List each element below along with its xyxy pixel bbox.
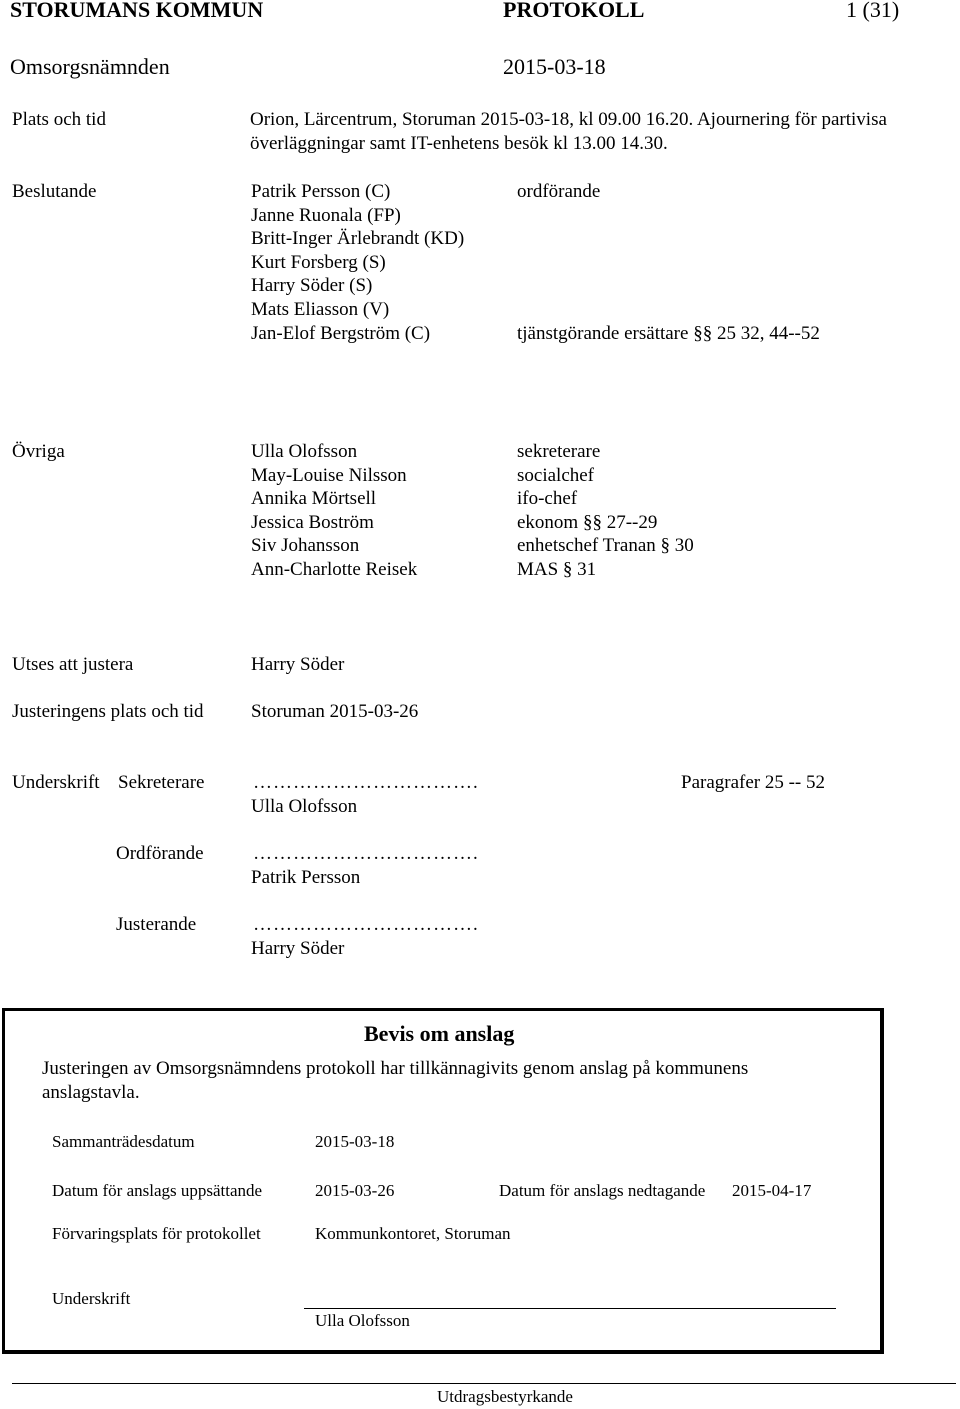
- notice-sign-label: Underskrift: [52, 1289, 131, 1308]
- other-name: May-Louise Nilsson: [251, 464, 407, 486]
- other-name: Ann-Charlotte Reisek: [251, 558, 418, 580]
- org-name: STORUMANS KOMMUN: [10, 0, 264, 22]
- other-role: enhetschef Tranan § 30: [517, 535, 694, 557]
- board-name: Omsorgsnämnden: [10, 54, 170, 79]
- notice-sign-line: [304, 1308, 836, 1309]
- signature-name-chair: Patrik Persson: [251, 867, 361, 888]
- footer-rule: [12, 1383, 956, 1384]
- footer-label: Utdragsbestyrkande: [437, 1387, 573, 1406]
- member-name: Harry Söder (S): [251, 275, 373, 297]
- place-time-label: Plats och tid: [12, 109, 106, 130]
- storage-label: Förvaringsplats för protokollet: [52, 1224, 261, 1243]
- member-name: Janne Ruonala (FP): [251, 204, 401, 226]
- signature-name-adjuster: Harry Söder: [251, 938, 345, 959]
- signature-line: …………………………….: [253, 772, 479, 793]
- page-number: 1 (31): [846, 0, 900, 22]
- signature-line: …………………………….: [253, 914, 479, 935]
- adjust-place-value: Storuman 2015-03-26: [251, 701, 419, 722]
- notice-sign-name: Ulla Olofsson: [315, 1311, 410, 1330]
- signature-role-secretary: Sekreterare: [118, 772, 205, 793]
- signature-line: …………………………….: [253, 843, 479, 864]
- place-time-line2: överläggningar samt IT-enhetens besök kl 13.00 14.30.: [250, 133, 668, 154]
- notice-title: Bevis om anslag: [364, 1021, 515, 1046]
- other-name: Annika Mörtsell: [251, 488, 377, 510]
- member-name: Britt-Inger Ärlebrandt (KD): [251, 228, 465, 250]
- others-roles: [517, 440, 694, 582]
- posted-date-value: 2015-03-26: [315, 1181, 395, 1200]
- adjust-label: Utses att justera: [12, 654, 134, 675]
- notice-text-line2: anslagstavla.: [42, 1082, 140, 1103]
- member-name: Jan-Elof Bergström (C): [251, 322, 431, 344]
- member-name: Mats Eliasson (V): [251, 298, 390, 320]
- signature-role-adjuster: Justerande: [116, 914, 197, 935]
- others-label: Övriga: [12, 441, 65, 462]
- removed-date-value: 2015-04-17: [732, 1181, 812, 1200]
- substitute-role: tjänstgörande ersättare §§ 25 32, 44--52: [517, 323, 820, 344]
- meeting-date-value: 2015-03-18: [315, 1132, 395, 1151]
- other-role: sekreterare: [517, 441, 601, 462]
- place-time-line1: Orion, Lärcentrum, Storuman 2015-03-18, kl 09.00 16.20. Ajournering för partivisa: [250, 109, 887, 130]
- other-role: ifo-chef: [517, 488, 578, 510]
- member-name: Patrik Persson (C): [251, 181, 391, 202]
- doc-type: PROTOKOLL: [503, 0, 645, 22]
- signature-name-secretary: Ulla Olofsson: [251, 796, 358, 817]
- other-name: Jessica Boström: [251, 511, 374, 533]
- meeting-date: 2015-03-18: [503, 54, 606, 79]
- removed-date-label: Datum för anslags nedtagande: [499, 1181, 706, 1200]
- meeting-date-label: Sammanträdesdatum: [52, 1132, 195, 1151]
- adjust-place-label: Justeringens plats och tid: [12, 701, 204, 722]
- deciding-members: [251, 180, 464, 345]
- signature-label: Underskrift: [12, 772, 100, 793]
- chair-role: ordförande: [517, 181, 601, 202]
- storage-value: Kommunkontoret, Storuman: [315, 1224, 511, 1243]
- other-role: ekonom §§ 27--29: [517, 511, 658, 533]
- signature-role-chair: Ordförande: [116, 843, 204, 864]
- other-role: socialchef: [517, 464, 595, 486]
- other-role: MAS § 31: [517, 558, 597, 580]
- deciding-label: Beslutande: [12, 181, 97, 202]
- posted-date-label: Datum för anslags uppsättande: [52, 1181, 263, 1200]
- adjust-value: Harry Söder: [251, 654, 345, 675]
- other-name: Siv Johansson: [251, 535, 360, 557]
- others-names: [251, 440, 417, 582]
- paragraphs-range: Paragrafer 25 -- 52: [681, 772, 826, 793]
- other-name: Ulla Olofsson: [251, 441, 358, 462]
- notice-text-line1: Justeringen av Omsorgsnämndens protokoll har tillkännagivits genom anslag på kommunens: [42, 1058, 749, 1079]
- member-name: Kurt Forsberg (S): [251, 251, 386, 273]
